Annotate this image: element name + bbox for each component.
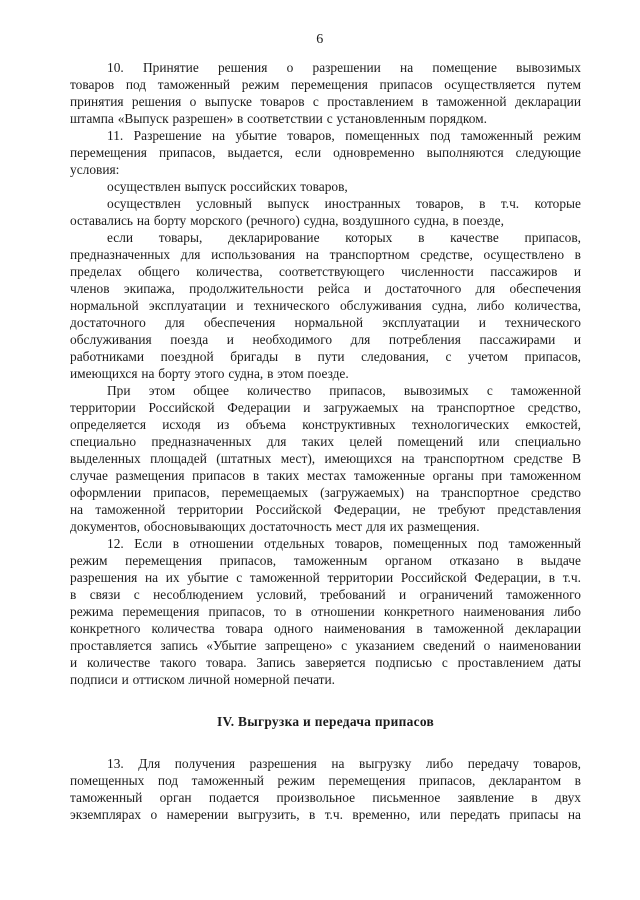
text-line: 10. Принятие решения о разрешении на помещение вывозимых [107, 60, 581, 75]
text-line: документов, обосновывающих достаточность мест для их размещения. [70, 519, 480, 534]
text-line: 12. Если в отношении отдельных товаров, помещенных под таможенный [107, 536, 581, 551]
text-line: принятия решения о выпуске товаров с проставлением в таможенной декларации [70, 94, 581, 109]
text-line: территории Российской Федерации и загружаемых на транспортное средство, [70, 400, 581, 415]
text-line: и количестве такого товара. Запись заверяется подписью с проставлением даты [70, 655, 581, 670]
paragraph [70, 382, 581, 535]
section-heading: IV. Выгрузка и передача припасов [216, 714, 435, 729]
paragraph [70, 229, 581, 382]
text-line: конкретного количества товара одного наименования в таможенной декларации [70, 621, 581, 636]
text-line: товаров под таможенный режим перемещения припасов осуществляется путем [70, 77, 581, 92]
text-line: членов экипажа, продолжительности рейса и достаточного для обеспечения [70, 281, 581, 296]
text-line: на таможенной территории Российской Федерации, не требуют представления [70, 502, 581, 517]
paragraph [70, 127, 581, 178]
text-line: условия: [70, 162, 120, 177]
text-line: перемещения припасов, выдается, если одновременно выполняются следующие [70, 145, 581, 160]
text-line: в связи с несоблюдением условий, требований и ограничений таможенного [70, 587, 581, 602]
text-line: оформлении припасов, перемещаемых (загружаемых) на транспортное средство [70, 485, 581, 500]
text-line: таможенный орган подается произвольное письменное заявление в двух [70, 790, 581, 805]
document-content [70, 59, 581, 823]
text-line: помещенных под таможенный режим перемещения припасов, декларантом в [70, 773, 581, 788]
text-line: имеющихся на борту этого судна, в этом поезде. [70, 366, 349, 381]
text-line: 13. Для получения разрешения на выгрузку либо передачу товаров, [107, 756, 581, 771]
paragraph [70, 59, 581, 127]
text-line: осуществлен условный выпуск иностранных товаров, в т.ч. которые [107, 196, 581, 211]
text-line: нормальной эксплуатации и технического обслуживания судна, либо количества, [70, 298, 581, 313]
text-line: разрешения на их убытие с таможенной территории Российской Федерации, в т.ч. [70, 570, 581, 585]
text-line: обслуживания поезда и необходимого для потребления пассажирами и [70, 332, 581, 347]
text-line: штампа «Выпуск разрешен» в соответствии с установленным порядком. [70, 111, 487, 126]
text-line: При этом общее количество припасов, вывозимых с таможенной [107, 383, 581, 398]
paragraph [70, 755, 581, 823]
text-line: экземплярах о намерении выгрузить, в т.ч. временно, или передать припасы на [70, 807, 581, 822]
text-line: режим перемещения припасов, таможенным органом отказано в выдаче [70, 553, 581, 568]
text-line: работниками поездной бригады в пути следования, с учетом припасов, [70, 349, 581, 364]
text-line: если товары, декларирование которых в качестве припасов, [107, 230, 581, 245]
text-line: пределах общего количества, соответствующего численности пассажиров и [70, 264, 581, 279]
text-line: 11. Разрешение на убытие товаров, помещенных под таможенный режим [107, 128, 581, 143]
text-line: выделенных площадей (штатных мест), имеющихся на транспортном средстве В [70, 451, 581, 466]
text-line: осуществлен выпуск российских товаров, [107, 179, 348, 194]
text-line: случае размещения припасов в таких местах таможенные органы при таможенном [70, 468, 581, 483]
text-line: предназначенных для использования на транспортном средстве, осуществлено в [70, 247, 581, 262]
text-line: оставались на борту морского (речного) судна, воздушного судна, в поезде, [70, 213, 504, 228]
text-line: специально предназначенных для таких целей помещений или специально [70, 434, 581, 449]
text-line: режима перемещения припасов, то в отношении конкретного наименования либо [70, 604, 581, 619]
text-line: проставляется запись «Убытие запрещено» с указанием сведений о наименовании [70, 638, 581, 653]
paragraph [70, 195, 581, 229]
paragraph [70, 535, 581, 688]
paragraph [70, 178, 581, 195]
text-line: достаточного для обеспечения нормальной эксплуатации и технического [70, 315, 581, 330]
page-number: 6 [316, 32, 324, 47]
text-line: подписи и оттиском личной номерной печати. [70, 672, 336, 687]
text-line: определяется исходя из объема конструктивных технологических емкостей, [70, 417, 581, 432]
